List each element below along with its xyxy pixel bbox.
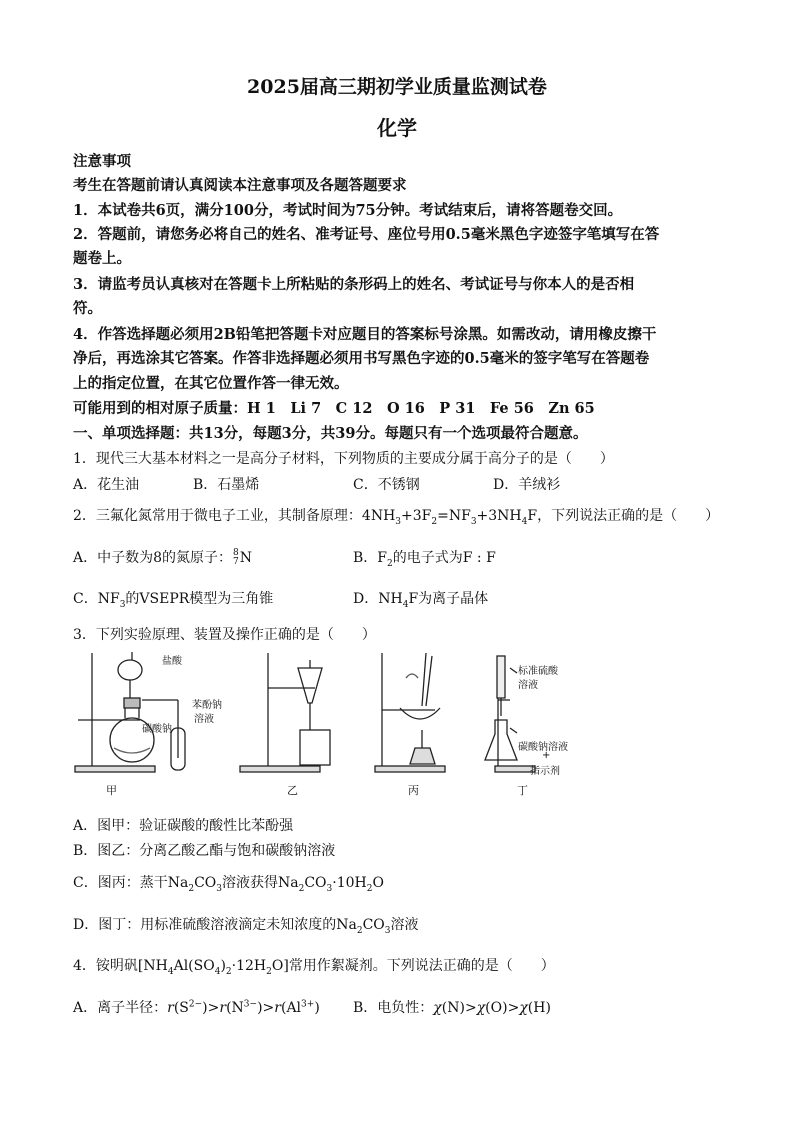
q1-option-d: D．羊绒衫	[493, 477, 561, 493]
q4-formula: $[NH_4Al(SO_4)_2\cdot 12H_2O]$	[137, 958, 289, 977]
notes-item-4a: 4．作答选择题必须用2B铅笔把答题卡对应题目的答案标号涂黑。如需改动，请用橡皮擦干	[73, 326, 657, 343]
notes-intro: 考生在答题前请认真阅读本注意事项及各题答题要求	[73, 177, 407, 194]
q2-option-a	[73, 547, 252, 567]
q3-option-c	[73, 872, 384, 894]
q3-option-d	[73, 914, 419, 936]
q2-stem	[73, 505, 719, 527]
notes-item-4b: 净后，再选涂其它答案。作答非选择题必须用书写黑色字迹的0.5毫米的签字笔写在答题卷	[73, 350, 650, 367]
q2-option-d-formula: $NH_4F$	[378, 591, 419, 610]
label-rongye: 溶液	[194, 714, 214, 725]
q2-option-a-symbol: N	[239, 550, 253, 566]
q4-option-b-formula: χ(N)>χ(O)>χ(H)	[433, 1000, 551, 1016]
apparatus-figure	[70, 648, 585, 798]
subject-title: 化学	[377, 116, 417, 140]
q2-option-d-text: 为离子晶体	[418, 591, 489, 607]
q4-option-a	[73, 997, 320, 1017]
q3-option-c-formula-1: $Na_2CO_3$	[167, 875, 222, 894]
q2-option-b-formula: $F_2$	[377, 550, 393, 569]
notes-heading: 注意事项	[73, 153, 131, 170]
q2-option-a-text: A．中子数为8的氮原子：	[73, 550, 233, 566]
label-rongye2: 溶液	[518, 680, 538, 691]
q4-stem-suffix: 常用作絮凝剂。下列说法正确的是（ ）	[288, 958, 555, 974]
q2-option-c-text: 的VSEPR模型为三角锥	[125, 591, 274, 607]
q4-option-b	[353, 997, 551, 1017]
q4-stem-prefix: 4．铵明矾	[73, 958, 138, 974]
q2-option-a-nuclide: 8 7	[233, 548, 239, 567]
q2-option-c-formula: $NF_3$	[97, 591, 126, 610]
q2-option-c	[73, 588, 273, 610]
label-tansuannarongye: 碳酸钠溶液	[518, 742, 568, 753]
q1-option-b: B．石墨烯	[193, 477, 260, 493]
q3-option-d-prefix: D．图丁：用标准硫酸溶液滴定未知浓度的	[73, 917, 337, 933]
label-benfenna: 苯酚钠	[192, 700, 222, 711]
label-tansuanna: 碳酸钠	[142, 724, 172, 735]
q3-stem: 3．下列实验原理、装置及操作正确的是（ ）	[73, 627, 376, 643]
caption-bing: 丙	[408, 784, 419, 797]
q3-option-b: B．图乙：分离乙酸乙酯与饱和碳酸钠溶液	[73, 843, 336, 859]
q3-option-d-suffix: 溶液	[390, 917, 419, 933]
q3-option-c-prefix: C．图丙：蒸干	[73, 875, 168, 891]
atomic-masses: 可能用到的相对原子质量：H 1 Li 7 C 12 O 16 P 31 Fe 56 Zn 65	[73, 400, 595, 417]
notes-item-1: 1．本试卷共6页，满分100分，考试时间为75分钟。考试结束后，请将答题卷交回。	[73, 202, 623, 219]
exam-title: 2025届高三期初学业质量监测试卷	[247, 76, 547, 98]
caption-ding: 丁	[517, 784, 528, 797]
q1-option-c: C．不锈钢	[353, 477, 420, 493]
q2-equation: $4NH_3+3F_2=NF_3+3NH_4F$	[361, 508, 538, 527]
caption-yi: 乙	[287, 784, 298, 797]
q2-option-d-label: D．	[353, 591, 379, 607]
label-yansuan: 盐酸	[162, 656, 182, 667]
q2-option-c-label: C．	[73, 591, 98, 607]
caption-jia: 甲	[106, 784, 117, 797]
q4-option-a-text: A．离子半径：	[73, 1000, 168, 1016]
q3-option-c-mid: 溶液获得	[222, 875, 278, 891]
notes-item-4c: 上的指定位置，在其它位置作答一律无效。	[73, 375, 349, 392]
q2-option-b-text: 的电子式为	[392, 550, 463, 566]
notes-item-2a: 2．答题前，请您务必将自己的姓名、准考证号、座位号用0.5毫米黑色字迹签字笔填写在答	[73, 226, 660, 243]
notes-item-3b: 符。	[73, 300, 102, 317]
q2-option-b	[353, 547, 496, 569]
q2-stem-prefix: 2．三氟化氮常用于微电子工业，其制备原理：	[73, 508, 362, 524]
q3-option-c-formula-2: $Na_2CO_3\cdot 10H_2O$	[278, 875, 384, 894]
q2-stem-suffix: ，下列说法正确的是（ ）	[537, 508, 720, 524]
q2-option-b-dot-formula: F : F	[462, 550, 496, 566]
notes-item-3a: 3．请监考员认真核对在答题卡上所粘贴的条形码上的姓名、考试证号与你本人的是否相	[73, 276, 635, 293]
label-plus: +	[542, 750, 551, 761]
q4-option-a-formula: $r(S^{2-})>r(N^{3-})>r(Al^{3+})$	[167, 999, 320, 1016]
q1-stem: 1．现代三大基本材料之一是高分子材料，下列物质的主要成分属于高分子的是（ ）	[73, 451, 614, 467]
q2-option-d	[353, 588, 488, 610]
label-zhishiji: 指示剂	[530, 766, 560, 777]
q3-option-d-formula: $Na_2CO_3$	[336, 917, 391, 936]
q3-option-a: A．图甲：验证碳酸的酸性比苯酚强	[73, 818, 294, 834]
section-1-heading: 一、单项选择题：共13分，每题3分，共39分。每题只有一个选项最符合题意。	[73, 425, 588, 442]
notes-item-2b: 题卷上。	[73, 250, 131, 267]
q4-option-b-text: B．电负性：	[353, 1000, 434, 1016]
label-biaozhun: 标准硫酸	[518, 666, 558, 677]
q2-option-b-label: B．	[353, 550, 378, 566]
q1-option-a: A．花生油	[73, 477, 140, 493]
q4-stem	[73, 955, 555, 977]
